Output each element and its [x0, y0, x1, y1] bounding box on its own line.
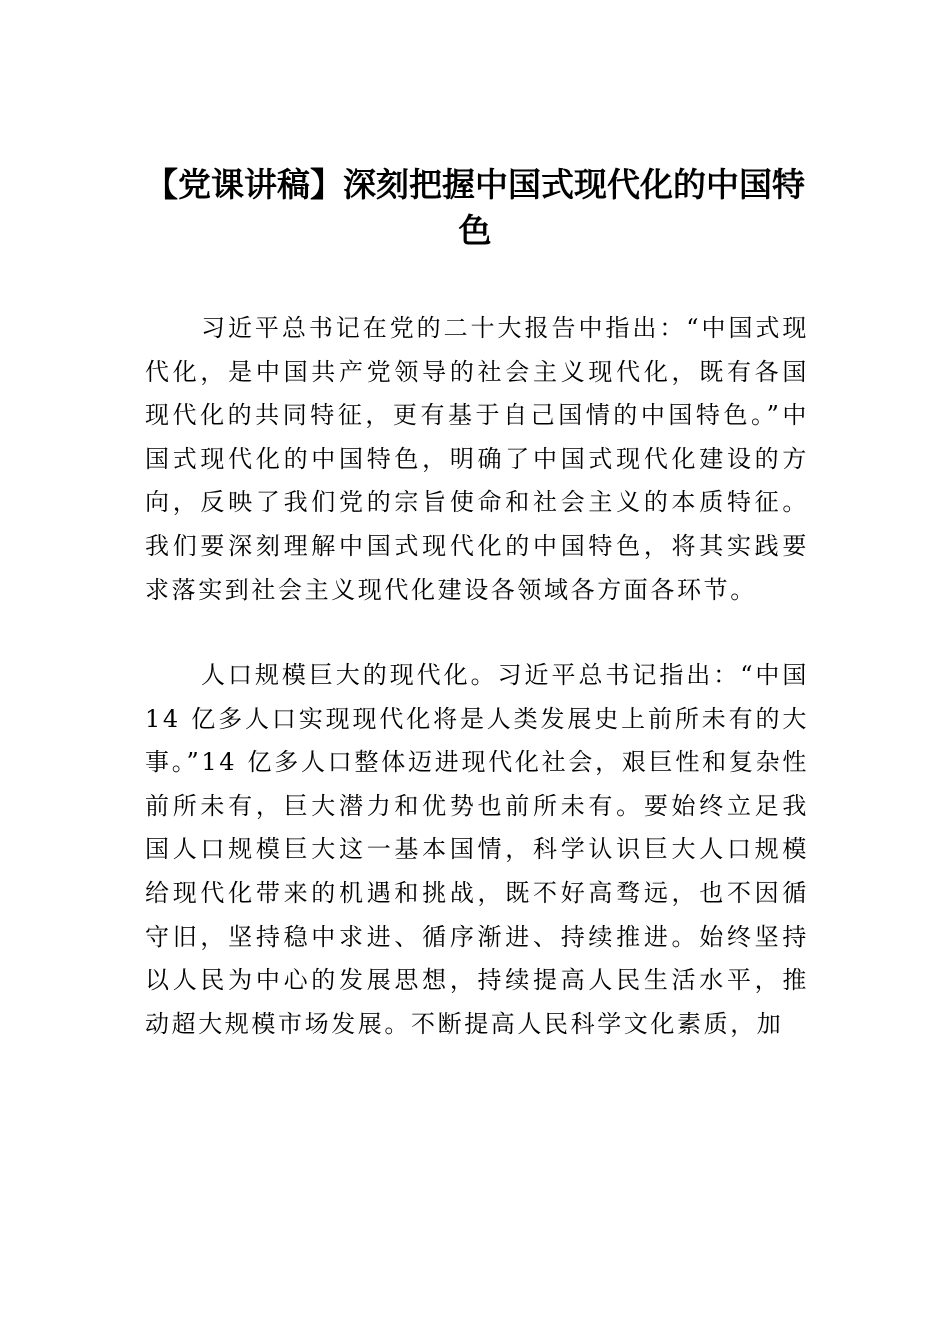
body-paragraph: 人口规模巨大的现代化。习近平总书记指出：“中国14 亿多人口实现现代化将是人类发展史上前所未有的大事。”14 亿多人口整体迈进现代化社会，艰巨性和复杂性前所未有，巨大潜力和优势也前所未有。要始终立足我国人口规模巨大这一基本国情，科学认识巨大人口规模给现代化带来的机遇和挑战，既不好高骛远，也不因循守旧，坚持稳中求进、循序渐进、持续推进。始终坚持以人民为中心的发展思想，持续提高人民生活水平，推动超大规模市场发展。不断提高人民科学文化素质，加: [145, 661, 809, 1038]
document-title: 【党课讲稿】深刻把握中国式现代化的中国特色: [145, 165, 805, 250]
body-paragraph: 习近平总书记在党的二十大报告中指出：“中国式现代化，是中国共产党领导的社会主义现代化，既有各国现代化的共同特征，更有基于自己国情的中国特色。”中国式现代化的中国特色，明确了中国式现代化建设的方向，反映了我们党的宗旨使命和社会主义的本质特征。我们要深刻理解中国式现代化的中国特色，将其实践要求落实到社会主义现代化建设各领域各方面各环节。: [145, 314, 809, 604]
